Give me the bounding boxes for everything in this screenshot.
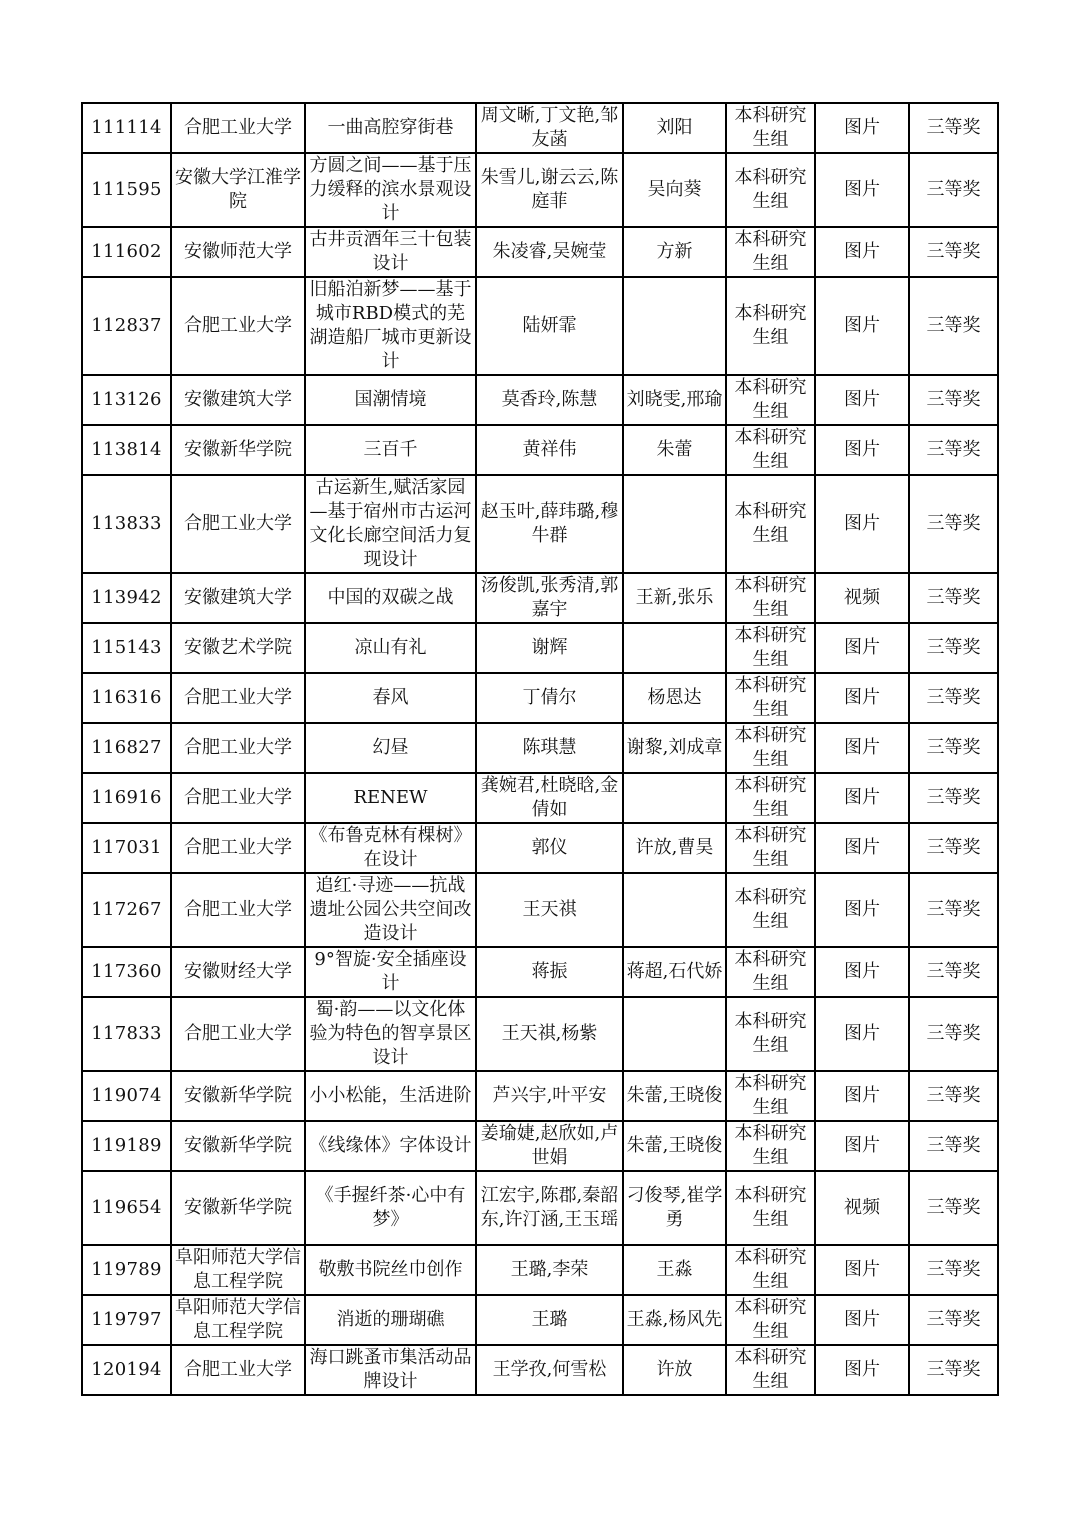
school-cell: 阜阳师范大学信息工程学院 [171, 1245, 305, 1295]
table-row [82, 475, 998, 573]
group-cell: 本科研究生组 [726, 873, 815, 947]
school-cell: 合肥工业大学 [171, 475, 305, 573]
school-cell: 安徽师范大学 [171, 227, 305, 277]
authors-cell: 姜瑜婕,赵欣如,卢世娟 [476, 1121, 623, 1171]
advisor-cell: 朱蕾,王晓俊 [623, 1121, 726, 1171]
entry-id-cell: 119074 [82, 1071, 171, 1121]
work-title-cell: 海口跳蚤市集活动品牌设计 [305, 1345, 476, 1395]
entry-id-cell: 113942 [82, 573, 171, 623]
school-cell: 合肥工业大学 [171, 103, 305, 153]
authors-cell: 郭仪 [476, 823, 623, 873]
entry-id-cell: 119797 [82, 1295, 171, 1345]
group-cell: 本科研究生组 [726, 277, 815, 375]
award-cell: 三等奖 [909, 153, 998, 227]
school-cell: 安徽艺术学院 [171, 623, 305, 673]
group-cell: 本科研究生组 [726, 1121, 815, 1171]
awards-table-body [82, 103, 998, 1395]
entry-id-cell: 112837 [82, 277, 171, 375]
group-cell: 本科研究生组 [726, 425, 815, 475]
award-cell: 三等奖 [909, 673, 998, 723]
group-cell: 本科研究生组 [726, 773, 815, 823]
table-row [82, 227, 998, 277]
advisor-cell: 蒋超,石代娇 [623, 947, 726, 997]
entry-id-cell: 119189 [82, 1121, 171, 1171]
work-type-cell: 图片 [815, 375, 909, 425]
group-cell: 本科研究生组 [726, 823, 815, 873]
school-cell: 安徽建筑大学 [171, 573, 305, 623]
work-type-cell: 图片 [815, 873, 909, 947]
advisor-cell: 许放 [623, 1345, 726, 1395]
entry-id-cell: 111595 [82, 153, 171, 227]
work-type-cell: 图片 [815, 1295, 909, 1345]
work-type-cell: 图片 [815, 673, 909, 723]
table-row [82, 153, 998, 227]
advisor-cell: 吴向葵 [623, 153, 726, 227]
school-cell: 安徽新华学院 [171, 1121, 305, 1171]
entry-id-cell: 115143 [82, 623, 171, 673]
authors-cell: 王学孜,何雪松 [476, 1345, 623, 1395]
school-cell: 合肥工业大学 [171, 873, 305, 947]
advisor-cell [623, 773, 726, 823]
work-title-cell: 《布鲁克林有棵树》在设计 [305, 823, 476, 873]
table-row [82, 997, 998, 1071]
authors-cell: 王璐,李荣 [476, 1245, 623, 1295]
table-row [82, 1121, 998, 1171]
group-cell: 本科研究生组 [726, 227, 815, 277]
table-row [82, 573, 998, 623]
work-type-cell: 图片 [815, 1245, 909, 1295]
advisor-cell: 王淼 [623, 1245, 726, 1295]
entry-id-cell: 120194 [82, 1345, 171, 1395]
award-cell: 三等奖 [909, 1245, 998, 1295]
work-title-cell: 古运新生,赋活家园—基于宿州市古运河文化长廊空间活力复现设计 [305, 475, 476, 573]
award-cell: 三等奖 [909, 103, 998, 153]
work-title-cell: 旧船泊新梦——基于城市RBD模式的芜湖造船厂城市更新设计 [305, 277, 476, 375]
authors-cell: 汤俊凯,张秀清,郭嘉宇 [476, 573, 623, 623]
entry-id-cell: 117267 [82, 873, 171, 947]
school-cell: 合肥工业大学 [171, 277, 305, 375]
advisor-cell: 许放,曹昊 [623, 823, 726, 873]
authors-cell: 黄祥伟 [476, 425, 623, 475]
work-type-cell: 图片 [815, 227, 909, 277]
award-cell: 三等奖 [909, 375, 998, 425]
table-row [82, 723, 998, 773]
work-title-cell: 中国的双碳之战 [305, 573, 476, 623]
table-row [82, 623, 998, 673]
entry-id-cell: 113833 [82, 475, 171, 573]
entry-id-cell: 116916 [82, 773, 171, 823]
entry-id-cell: 119654 [82, 1171, 171, 1245]
work-type-cell: 图片 [815, 1345, 909, 1395]
school-cell: 安徽财经大学 [171, 947, 305, 997]
entry-id-cell: 111114 [82, 103, 171, 153]
work-type-cell: 图片 [815, 103, 909, 153]
work-type-cell: 图片 [815, 947, 909, 997]
school-cell: 安徽建筑大学 [171, 375, 305, 425]
school-cell: 合肥工业大学 [171, 1345, 305, 1395]
advisor-cell: 朱蕾,王晓俊 [623, 1071, 726, 1121]
award-cell: 三等奖 [909, 823, 998, 873]
authors-cell: 陆妍霏 [476, 277, 623, 375]
authors-cell: 赵玉叶,薛玮璐,穆牛群 [476, 475, 623, 573]
advisor-cell: 方新 [623, 227, 726, 277]
school-cell: 合肥工业大学 [171, 723, 305, 773]
entry-id-cell: 113814 [82, 425, 171, 475]
school-cell: 合肥工业大学 [171, 673, 305, 723]
authors-cell: 莫香玲,陈慧 [476, 375, 623, 425]
work-type-cell: 图片 [815, 475, 909, 573]
group-cell: 本科研究生组 [726, 1071, 815, 1121]
school-cell: 安徽新华学院 [171, 1171, 305, 1245]
authors-cell: 丁倩尔 [476, 673, 623, 723]
work-title-cell: 追红·寻迹——抗战遗址公园公共空间改造设计 [305, 873, 476, 947]
table-row [82, 1171, 998, 1245]
work-title-cell: 敬敷书院丝巾创作 [305, 1245, 476, 1295]
award-cell: 三等奖 [909, 997, 998, 1071]
school-cell: 安徽大学江淮学院 [171, 153, 305, 227]
group-cell: 本科研究生组 [726, 573, 815, 623]
work-type-cell: 图片 [815, 997, 909, 1071]
table-row [82, 103, 998, 153]
work-title-cell: 《手握纤茶·心中有梦》 [305, 1171, 476, 1245]
work-type-cell: 图片 [815, 773, 909, 823]
authors-cell: 龚婉君,杜晓晗,金倩如 [476, 773, 623, 823]
advisor-cell [623, 873, 726, 947]
table-row [82, 947, 998, 997]
award-cell: 三等奖 [909, 1121, 998, 1171]
work-type-cell: 图片 [815, 823, 909, 873]
school-cell: 合肥工业大学 [171, 773, 305, 823]
group-cell: 本科研究生组 [726, 1245, 815, 1295]
authors-cell: 王璐 [476, 1295, 623, 1345]
work-title-cell: 春风 [305, 673, 476, 723]
entry-id-cell: 117031 [82, 823, 171, 873]
authors-cell: 蒋振 [476, 947, 623, 997]
school-cell: 安徽新华学院 [171, 425, 305, 475]
advisor-cell [623, 277, 726, 375]
award-cell: 三等奖 [909, 277, 998, 375]
table-row [82, 1245, 998, 1295]
award-cell: 三等奖 [909, 1295, 998, 1345]
award-cell: 三等奖 [909, 1171, 998, 1245]
advisor-cell: 刁俊琴,崔学勇 [623, 1171, 726, 1245]
table-row [82, 425, 998, 475]
work-title-cell: 三百千 [305, 425, 476, 475]
table-row [82, 1071, 998, 1121]
group-cell: 本科研究生组 [726, 103, 815, 153]
award-cell: 三等奖 [909, 773, 998, 823]
group-cell: 本科研究生组 [726, 623, 815, 673]
advisor-cell: 谢黎,刘成章 [623, 723, 726, 773]
award-cell: 三等奖 [909, 723, 998, 773]
work-type-cell: 图片 [815, 277, 909, 375]
work-type-cell: 视频 [815, 573, 909, 623]
advisor-cell: 朱蕾 [623, 425, 726, 475]
award-cell: 三等奖 [909, 873, 998, 947]
authors-cell: 王天祺,杨紫 [476, 997, 623, 1071]
advisor-cell [623, 997, 726, 1071]
entry-id-cell: 116316 [82, 673, 171, 723]
group-cell: 本科研究生组 [726, 1345, 815, 1395]
work-title-cell: 幻昼 [305, 723, 476, 773]
authors-cell: 芦兴宇,叶平安 [476, 1071, 623, 1121]
award-cell: 三等奖 [909, 623, 998, 673]
group-cell: 本科研究生组 [726, 997, 815, 1071]
school-cell: 阜阳师范大学信息工程学院 [171, 1295, 305, 1345]
school-cell: 合肥工业大学 [171, 823, 305, 873]
table-row [82, 673, 998, 723]
work-title-cell: 小小松能，生活进阶 [305, 1071, 476, 1121]
group-cell: 本科研究生组 [726, 1295, 815, 1345]
advisor-cell: 王淼,杨风先 [623, 1295, 726, 1345]
group-cell: 本科研究生组 [726, 153, 815, 227]
awards-table [81, 102, 999, 1396]
table-row [82, 1295, 998, 1345]
authors-cell: 谢辉 [476, 623, 623, 673]
award-cell: 三等奖 [909, 1071, 998, 1121]
authors-cell: 江宏宇,陈郡,秦韶东,许汀涵,王玉瑶 [476, 1171, 623, 1245]
entry-id-cell: 116827 [82, 723, 171, 773]
table-row [82, 375, 998, 425]
award-cell: 三等奖 [909, 573, 998, 623]
award-cell: 三等奖 [909, 425, 998, 475]
entry-id-cell: 117360 [82, 947, 171, 997]
award-cell: 三等奖 [909, 227, 998, 277]
group-cell: 本科研究生组 [726, 1171, 815, 1245]
entry-id-cell: 111602 [82, 227, 171, 277]
advisor-cell: 刘阳 [623, 103, 726, 153]
work-type-cell: 图片 [815, 623, 909, 673]
authors-cell: 朱凌睿,吴婉莹 [476, 227, 623, 277]
work-title-cell: 9°智旋·安全插座设计 [305, 947, 476, 997]
table-row [82, 823, 998, 873]
group-cell: 本科研究生组 [726, 475, 815, 573]
work-title-cell: 凉山有礼 [305, 623, 476, 673]
school-cell: 合肥工业大学 [171, 997, 305, 1071]
authors-cell: 周文晰,丁文艳,邹友菡 [476, 103, 623, 153]
advisor-cell: 刘晓雯,邢瑜 [623, 375, 726, 425]
advisor-cell [623, 475, 726, 573]
work-title-cell: 一曲高腔穿街巷 [305, 103, 476, 153]
work-title-cell: 蜀·韵——以文化体验为特色的智享景区设计 [305, 997, 476, 1071]
work-title-cell: 《线缘体》字体设计 [305, 1121, 476, 1171]
work-title-cell: 方圆之间——基于压力缓释的滨水景观设计 [305, 153, 476, 227]
entry-id-cell: 119789 [82, 1245, 171, 1295]
work-type-cell: 图片 [815, 153, 909, 227]
authors-cell: 陈琪慧 [476, 723, 623, 773]
group-cell: 本科研究生组 [726, 947, 815, 997]
table-row [82, 873, 998, 947]
group-cell: 本科研究生组 [726, 723, 815, 773]
award-cell: 三等奖 [909, 475, 998, 573]
authors-cell: 朱雪儿,谢云云,陈庭菲 [476, 153, 623, 227]
work-title-cell: RENEW [305, 773, 476, 823]
work-type-cell: 图片 [815, 1121, 909, 1171]
work-type-cell: 图片 [815, 425, 909, 475]
advisor-cell: 王新,张乐 [623, 573, 726, 623]
award-cell: 三等奖 [909, 1345, 998, 1395]
group-cell: 本科研究生组 [726, 673, 815, 723]
table-row [82, 1345, 998, 1395]
table-row [82, 277, 998, 375]
entry-id-cell: 113126 [82, 375, 171, 425]
work-type-cell: 图片 [815, 723, 909, 773]
authors-cell: 王天祺 [476, 873, 623, 947]
work-title-cell: 国潮情境 [305, 375, 476, 425]
advisor-cell [623, 623, 726, 673]
school-cell: 安徽新华学院 [171, 1071, 305, 1121]
entry-id-cell: 117833 [82, 997, 171, 1071]
work-title-cell: 古井贡酒年三十包装设计 [305, 227, 476, 277]
work-title-cell: 消逝的珊瑚礁 [305, 1295, 476, 1345]
group-cell: 本科研究生组 [726, 375, 815, 425]
work-type-cell: 图片 [815, 1071, 909, 1121]
award-cell: 三等奖 [909, 947, 998, 997]
work-type-cell: 视频 [815, 1171, 909, 1245]
table-row [82, 773, 998, 823]
advisor-cell: 杨恩达 [623, 673, 726, 723]
